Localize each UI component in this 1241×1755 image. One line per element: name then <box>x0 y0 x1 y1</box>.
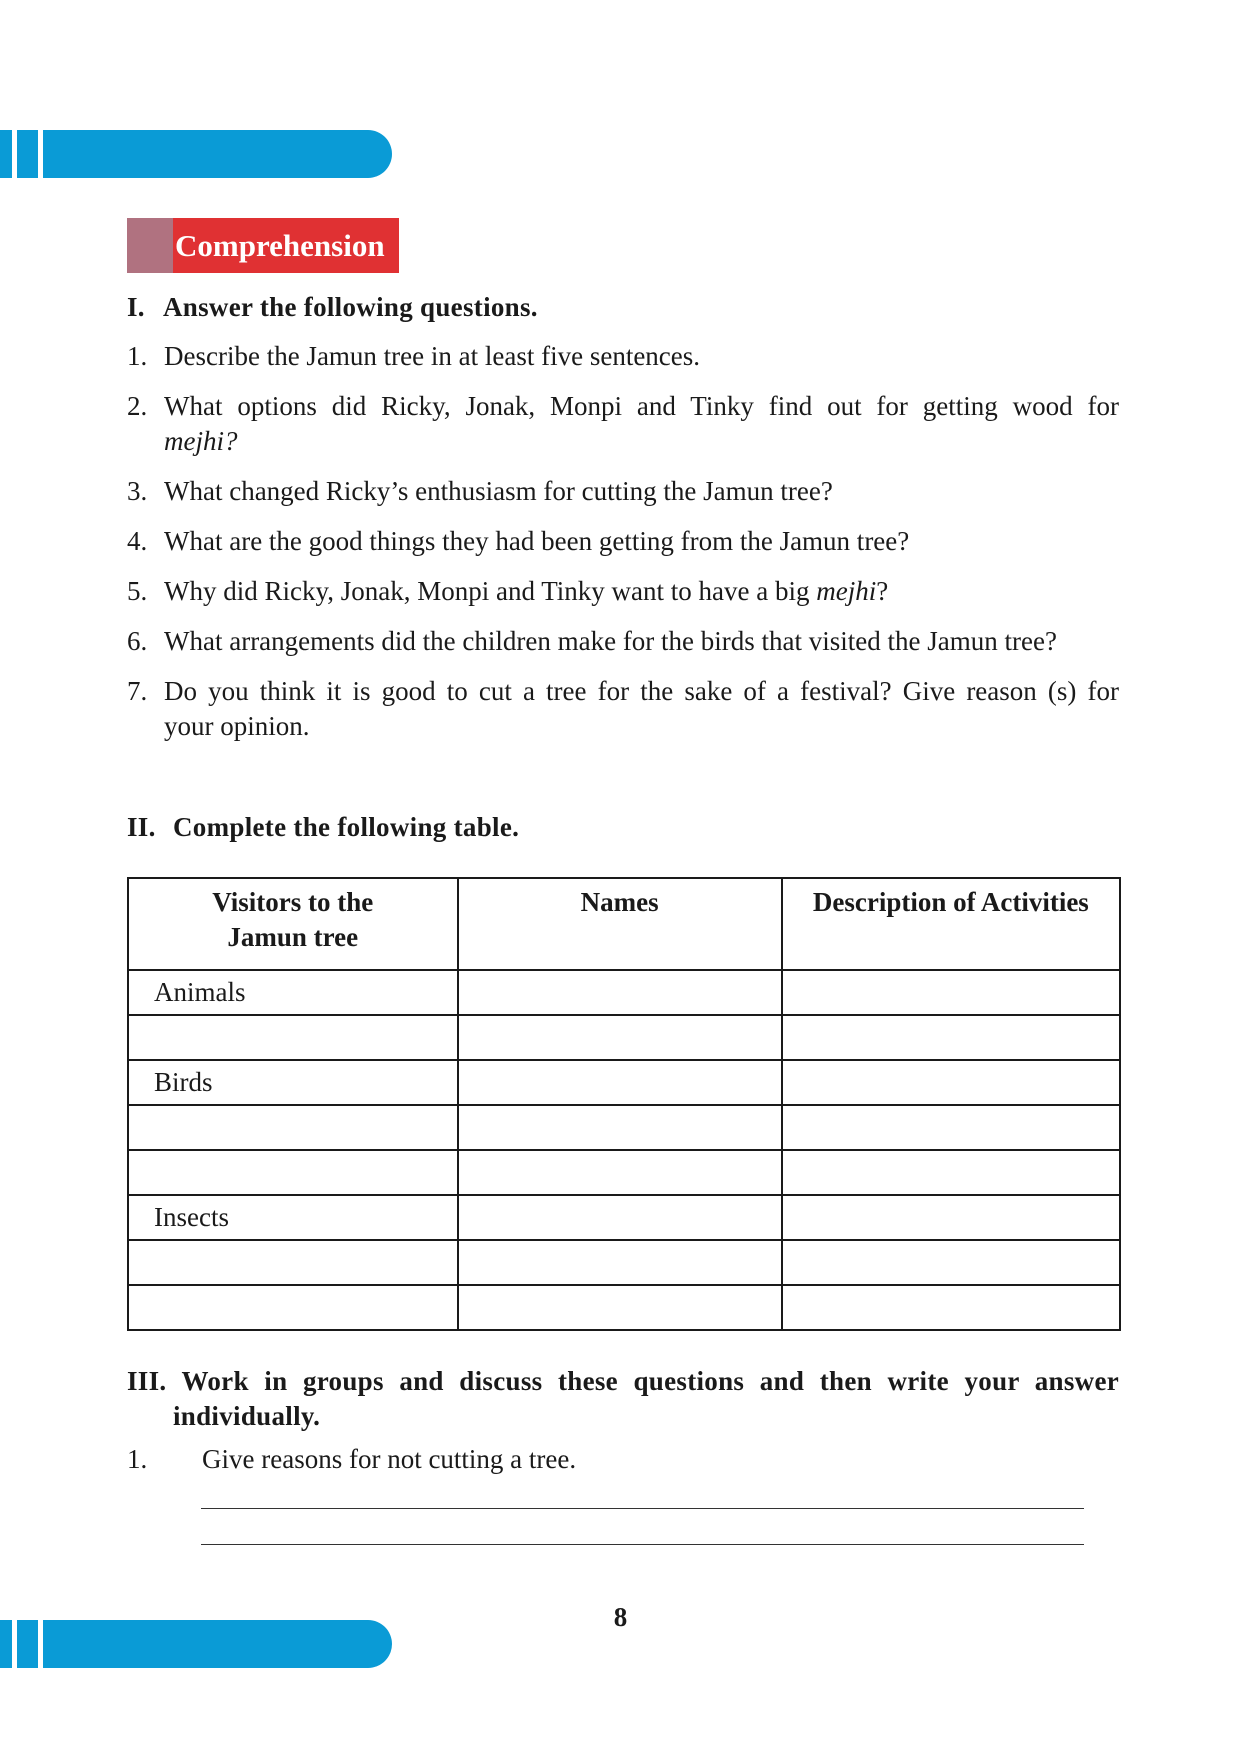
question-text: Why did Ricky, Jonak, Monpi and Tinky want to have a big <box>164 576 817 606</box>
group-question-number: 1. <box>127 1444 148 1474</box>
table-cell-category: Animals <box>128 970 458 1015</box>
answer-line[interactable] <box>201 1544 1084 1545</box>
table-cell-category: Birds <box>128 1060 458 1105</box>
question-item <box>127 339 1119 374</box>
table-header-row <box>128 878 1120 970</box>
table-cell-category[interactable] <box>128 1150 458 1195</box>
group-question <box>127 1442 576 1477</box>
part3-heading-line1: Work in groups and discuss these questions and then write your answer <box>181 1366 1120 1396</box>
group-question-text: Give reasons for not cutting a tree. <box>202 1444 577 1474</box>
table-row <box>128 970 1120 1015</box>
visitors-table <box>127 877 1121 1331</box>
table-cell-description[interactable] <box>782 1060 1120 1105</box>
header-band-stripe <box>17 130 38 178</box>
question-text-end: ? <box>876 576 889 606</box>
header-band-bar <box>43 130 392 178</box>
footer-band-bar <box>43 1620 392 1668</box>
table-row <box>128 1240 1120 1285</box>
table-cell-names[interactable] <box>458 970 782 1015</box>
part1-heading <box>127 292 538 323</box>
question-item <box>127 389 1119 459</box>
table-row <box>128 1105 1120 1150</box>
table-row <box>128 1150 1120 1195</box>
table-cell-names[interactable] <box>458 1195 782 1240</box>
table-cell-category[interactable] <box>128 1105 458 1150</box>
table-header-visitors: Visitors to the Jamun tree <box>128 878 458 970</box>
question-item <box>127 674 1119 744</box>
question-number: 6. <box>127 626 148 656</box>
part3-heading-line2: individually. <box>173 1401 321 1431</box>
table-cell-names[interactable] <box>458 1150 782 1195</box>
question-number: 1. <box>127 341 148 371</box>
table-cell-category: Insects <box>128 1195 458 1240</box>
part2-heading <box>127 812 519 843</box>
question-item <box>127 474 1119 509</box>
table-row <box>128 1015 1120 1060</box>
part1-heading-text: Answer the following questions. <box>163 292 538 322</box>
question-number: 7. <box>127 676 148 706</box>
table-row <box>128 1195 1120 1240</box>
part2-number: II. <box>127 812 156 842</box>
question-number: 4. <box>127 526 148 556</box>
question-text: What are the good things they had been getting from the Jamun tree? <box>164 526 910 556</box>
question-text: What options did Ricky, Jonak, Monpi and Tinky find out for getting wood for <box>164 391 1119 421</box>
question-text-continued: your opinion. <box>164 711 310 741</box>
table-cell-description[interactable] <box>782 1240 1120 1285</box>
table-cell-names[interactable] <box>458 1105 782 1150</box>
question-text: What arrangements did the children make for the birds that visited the Jamun tree? <box>164 626 1057 656</box>
part1-number: I. <box>127 292 145 322</box>
question-emphasis: mejhi? <box>164 426 238 456</box>
question-item <box>127 524 1119 559</box>
question-number: 5. <box>127 576 148 606</box>
question-number: 3. <box>127 476 148 506</box>
question-item <box>127 624 1119 659</box>
table-cell-description[interactable] <box>782 1285 1120 1330</box>
page-number: 8 <box>613 1602 628 1632</box>
question-text: Do you think it is good to cut a tree for the sake of a festival? Give reason (s) for <box>164 676 1119 706</box>
table-cell-description[interactable] <box>782 1150 1120 1195</box>
header-band <box>0 130 392 178</box>
part2-heading-text: Complete the following table. <box>173 812 520 842</box>
table-header-names: Names <box>458 878 782 970</box>
table-row <box>128 1285 1120 1330</box>
table-cell-category[interactable] <box>128 1240 458 1285</box>
footer-band <box>0 1620 392 1668</box>
part3-number: III. <box>127 1366 167 1396</box>
header-band-stripe <box>0 130 12 178</box>
question-text: Describe the Jamun tree in at least five sentences. <box>164 341 701 371</box>
answer-line[interactable] <box>201 1508 1084 1509</box>
table-cell-names[interactable] <box>458 1060 782 1105</box>
table-cell-category[interactable] <box>128 1285 458 1330</box>
question-text: What changed Ricky’s enthusiasm for cutting the Jamun tree? <box>164 476 833 506</box>
table-cell-names[interactable] <box>458 1285 782 1330</box>
table-cell-category[interactable] <box>128 1015 458 1060</box>
question-number: 2. <box>127 391 148 421</box>
table-cell-names[interactable] <box>458 1015 782 1060</box>
table-cell-description[interactable] <box>782 1105 1120 1150</box>
table-row <box>128 1060 1120 1105</box>
table-cell-description[interactable] <box>782 970 1120 1015</box>
section-label-text: Comprehension <box>173 218 399 273</box>
footer-band-stripe <box>0 1620 12 1668</box>
footer-band-stripe <box>17 1620 38 1668</box>
table-header-description: Description of Activities <box>782 878 1120 970</box>
table-cell-description[interactable] <box>782 1195 1120 1240</box>
question-item <box>127 574 1119 609</box>
section-label <box>127 218 399 273</box>
question-emphasis: mejhi <box>816 576 877 606</box>
part3-heading <box>127 1364 1119 1434</box>
table-cell-names[interactable] <box>458 1240 782 1285</box>
section-label-tab <box>127 218 173 273</box>
table-cell-description[interactable] <box>782 1015 1120 1060</box>
